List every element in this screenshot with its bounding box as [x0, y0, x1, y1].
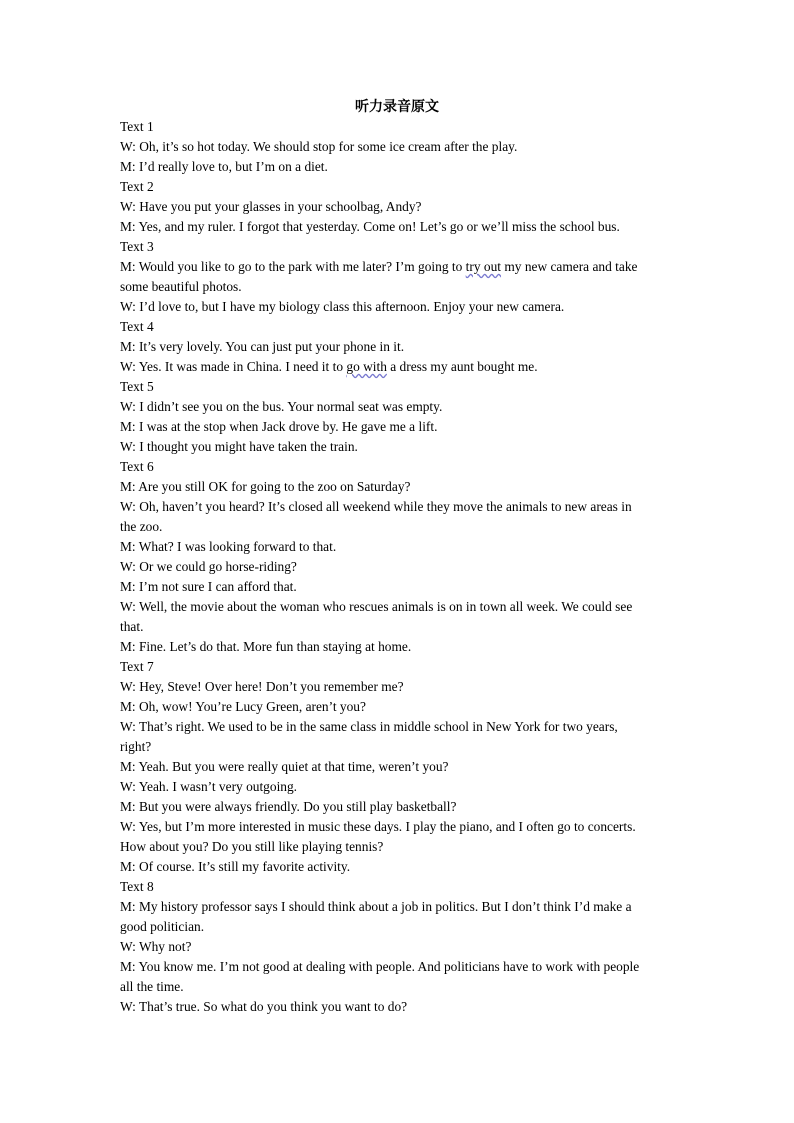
transcript-line: that. — [120, 619, 144, 634]
transcript-line: M: My history professor says I should think about a job in politics. But I don’t think I’d make a — [120, 899, 632, 914]
section-heading: Text 6 — [120, 459, 154, 474]
transcript-line: W: I didn’t see you on the bus. Your normal seat was empty. — [120, 399, 443, 414]
grammar-mark: go with — [346, 359, 387, 374]
transcript-line: W: Oh, haven’t you heard? It’s closed all weekend while they move the animals to new areas in — [120, 499, 632, 514]
transcript-line: M: I’m not sure I can afford that. — [120, 579, 297, 594]
transcript-line: M: Fine. Let’s do that. More fun than staying at home. — [120, 639, 412, 654]
section-heading: Text 7 — [120, 659, 154, 674]
transcript-line: W: Yes. It was made in China. I need it to go with a dress my aunt bought me. — [120, 359, 538, 374]
transcript-line: right? — [120, 739, 152, 754]
transcript-line: M: Would you like to go to the park with me later? I’m going to try out my new camera and take — [120, 259, 638, 274]
transcript-line: M: You know me. I’m not good at dealing with people. And politicians have to work with people — [120, 959, 640, 974]
section-heading: Text 4 — [120, 319, 154, 334]
grammar-mark: try out — [465, 259, 502, 274]
transcript-line: M: Are you still OK for going to the zoo on Saturday? — [120, 479, 411, 494]
transcript-line: M: Yeah. But you were really quiet at that time, weren’t you? — [120, 759, 449, 774]
transcript-line: all the time. — [120, 979, 184, 994]
transcript-line: the zoo. — [120, 519, 163, 534]
transcript-line: W: That’s true. So what do you think you want to do? — [120, 999, 408, 1014]
transcript-line: M: What? I was looking forward to that. — [120, 539, 337, 554]
section-heading: Text 1 — [120, 119, 154, 134]
transcript-line: M: Oh, wow! You’re Lucy Green, aren’t you? — [120, 699, 366, 714]
section-heading: Text 5 — [120, 379, 154, 394]
section-heading: Text 3 — [120, 239, 154, 254]
transcript-line: W: Well, the movie about the woman who rescues animals is on in town all week. We could see — [120, 599, 633, 614]
section-heading: Text 8 — [120, 879, 154, 894]
transcript-line: M: It’s very lovely. You can just put your phone in it. — [120, 339, 405, 354]
section-heading: Text 2 — [120, 179, 154, 194]
transcript-line: W: I thought you might have taken the train. — [120, 439, 358, 454]
transcript-line: W: Have you put your glasses in your schoolbag, Andy? — [120, 199, 422, 214]
transcript-line: M: I’d really love to, but I’m on a diet. — [120, 159, 328, 174]
transcript-line: W: Oh, it’s so hot today. We should stop for some ice cream after the play. — [120, 139, 518, 154]
transcript-line: W: Yeah. I wasn’t very outgoing. — [120, 779, 298, 794]
transcript-line: good politician. — [120, 919, 205, 934]
transcript-line: W: Why not? — [120, 939, 192, 954]
transcript-line: How about you? Do you still like playing tennis? — [120, 839, 384, 854]
transcript-body — [120, 117, 680, 1017]
transcript-line: some beautiful photos. — [120, 279, 242, 294]
transcript-line: M: I was at the stop when Jack drove by. He gave me a lift. — [120, 419, 438, 434]
transcript-line: W: That’s right. We used to be in the same class in middle school in New York for two years, — [120, 719, 618, 734]
transcript-line: M: Of course. It’s still my favorite activity. — [120, 859, 351, 874]
transcript-line: W: Hey, Steve! Over here! Don’t you remember me? — [120, 679, 404, 694]
page-title: 听力录音原文 — [355, 99, 439, 115]
transcript-line: W: Yes, but I’m more interested in music these days. I play the piano, and I often go to concerts. — [120, 819, 636, 834]
transcript-line: W: Or we could go horse-riding? — [120, 559, 297, 574]
transcript-line: M: But you were always friendly. Do you still play basketball? — [120, 799, 457, 814]
transcript-line: M: Yes, and my ruler. I forgot that yesterday. Come on! Let’s go or we’ll miss the school bus. — [120, 219, 620, 234]
transcript-line: W: I’d love to, but I have my biology class this afternoon. Enjoy your new camera. — [120, 299, 565, 314]
